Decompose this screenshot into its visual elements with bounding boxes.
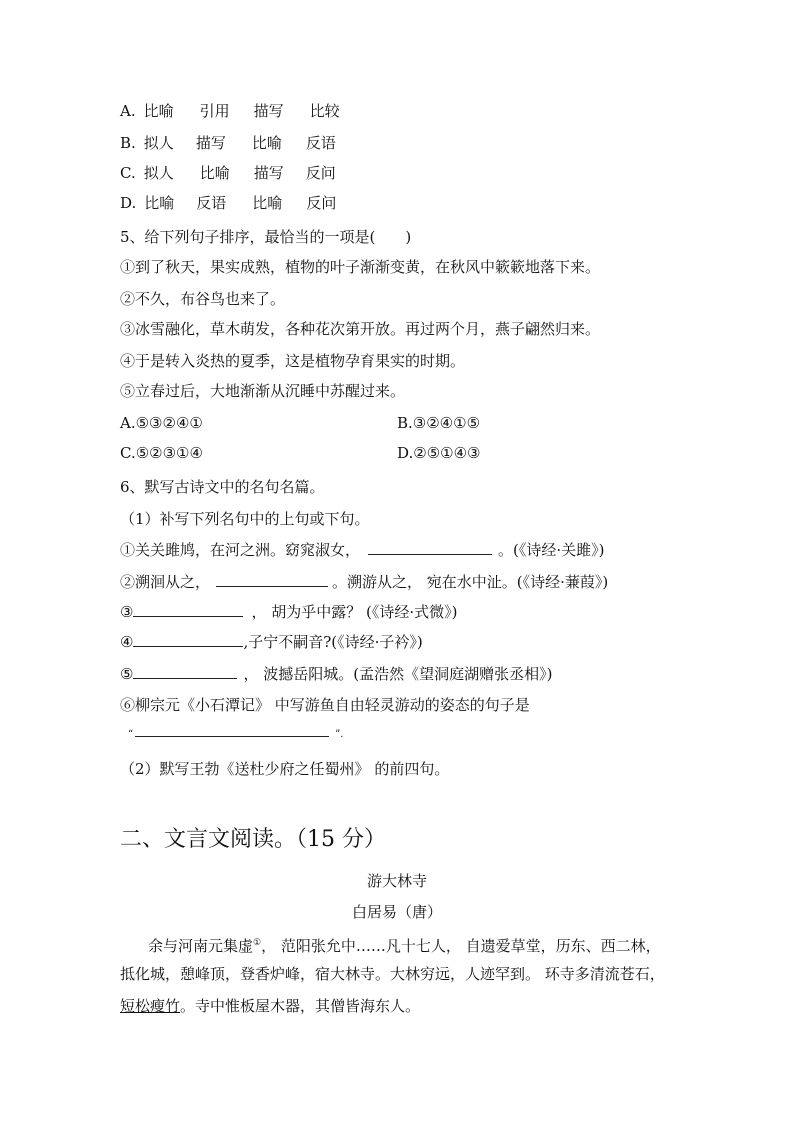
section-heading: 二、文言文阅读。（15 分） [120,827,386,852]
q5-choice-c: C.⑤②③①④ [120,444,203,462]
q5-choice-d: D.②⑤①④③ [397,444,481,462]
q5-choice-a: A.⑤③②④① [120,414,203,432]
passage-line-3: 短松瘦竹。寺中惟板屋木器，其僧皆海东人。 [120,997,421,1015]
q6-part2-instruction: （2）默写王勃《送杜少府之任蜀州》 的前四句。 [120,760,450,778]
q5-sentence-2: ②不久，布谷鸟也来了。 [120,290,286,308]
passage-line-1: 余与河南元集虚①， 范阳张允中……凡十七人， 自遗爱草堂，历东、西二林， [148,937,661,955]
q6-line-5: ⑤ ， 波撼岳阳城。(孟浩然《望洞庭湖赠张丞相》) [120,665,553,683]
answer-blank[interactable] [133,631,243,647]
q6-line-6-answer: “ ”. [128,725,343,745]
q4-option-d: D. 比喻 反语 比喻 反问 [120,194,337,212]
q4-option-b: B. 拟人 描写 比喻 反语 [120,134,336,152]
q6-stem: 6、默写古诗文中的名句名篇。 [120,478,325,496]
answer-blank[interactable] [368,539,492,555]
q5-sentence-4: ④于是转入炎热的夏季，这是植物孕育果实的时期。 [120,352,466,370]
q4-option-c: C. 拟人 比喻 描写 反问 [120,164,336,182]
q4-option-a: A. 比喻 引用 描写 比较 [120,102,340,120]
q6-line-4: ④ ,子宁不嗣音?(《诗经·子衿》) [120,633,423,651]
q6-line-2: ②溯洄从之， 。溯游从之， 宛在水中沚。(《诗经·蒹葭》) [120,573,609,591]
q5-sentence-3: ③冰雪融化，草木萌发，各种花次第开放。再过两个月，燕子翩然归来。 [120,320,601,338]
answer-blank[interactable] [133,663,237,679]
q6-line-1: ①关关雎鸠，在河之洲。窈窕淑女， 。(《诗经·关雎》) [120,541,605,559]
q5-sentence-5: ⑤立春过后，大地渐渐从沉睡中苏醒过来。 [120,382,406,400]
answer-blank[interactable] [135,725,329,737]
q6-line-6: ⑥柳宗元《小石潭记》 中写游鱼自由轻灵游动的姿态的句子是 [120,696,530,714]
answer-blank[interactable] [133,601,243,617]
passage-title: 游大林寺 [366,872,427,890]
answer-blank[interactable] [216,571,328,587]
footnote-marker: ① [253,938,262,948]
q6-part1-instruction: （1）补写下列名句中的上句或下句。 [120,510,370,528]
q5-choice-b: B.③②④①⑤ [397,414,481,432]
q6-line-3: ③ ， 胡为乎中露？ (《诗经·式微》) [120,603,458,621]
q5-sentence-1: ①到了秋天，果实成熟，植物的叶子渐渐变黄，在秋风中簌簌地落下来。 [120,258,601,276]
passage-line-2: 抵化城，憩峰顶，登香炉峰，宿大林寺。大林穷远，人迹罕到。 环寺多清流苍石， [120,965,665,983]
underlined-phrase: 短松瘦竹 [120,997,181,1015]
passage-author: 白居易（唐） [351,903,442,921]
q5-stem: 5、给下列句子排序，最恰当的一项是( ) [120,228,412,246]
